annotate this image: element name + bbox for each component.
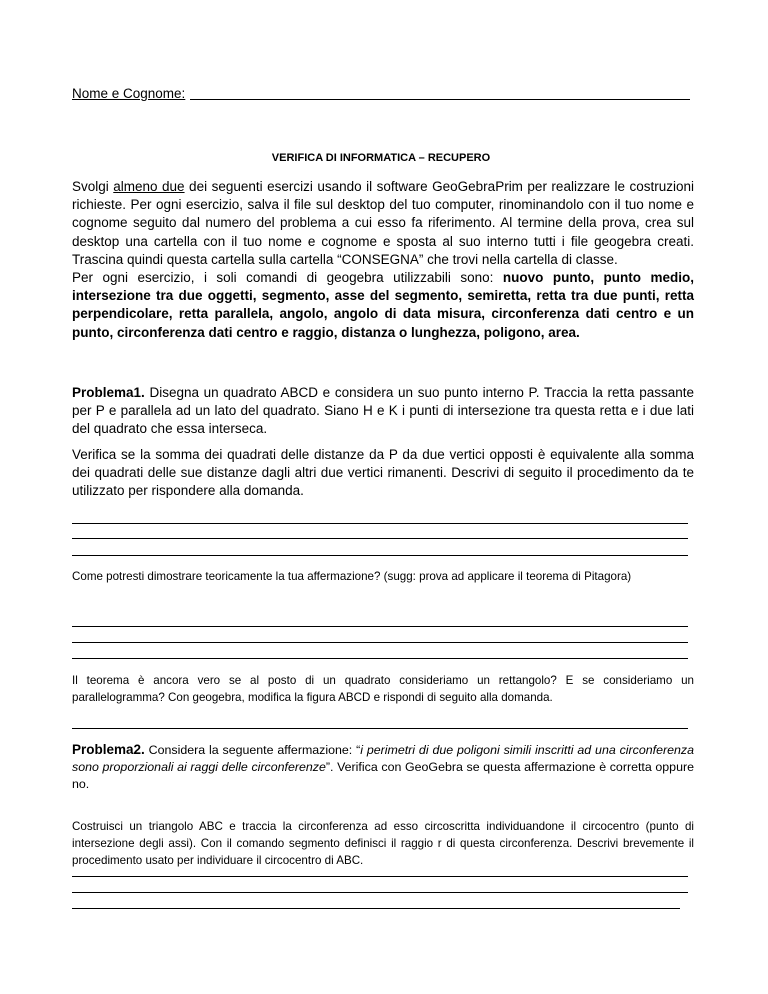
answer-line (72, 658, 688, 659)
instructions-part2: dei seguenti esercizi usando il software GeoGebraPrim per realizzare le costruzioni richieste. Per ogni esercizio, salva il file sul desktop del tuo computer, rinominandolo con il tuo nome e cognome seguito dal numero del problema a cui esso fa riferimento. Al termine della prova, crea sul desktop una cartella con il tuo nome e cognome e sposta al suo interno tutti i file geogebra creati. Trascina quindi questa cartella sulla cartella “CONSEGNA” che trovi nella cartella di classe. (72, 179, 694, 267)
answer-line (72, 626, 688, 627)
problem2-construct: Costruisci un triangolo ABC e traccia la circonferenza ad esso circoscritta individuandone il circocentro (punto di intersezione degli assi). Con il comando segmento definisci il raggio r di questa circonferenza. Descrivi brevemente il procedimento usato per individuare il circocentro di ABC. (72, 820, 694, 867)
problem2-text2: ”. Verifica con GeoGebra se questa affermazione è corretta oppure no. (72, 760, 694, 791)
answer-line (72, 642, 688, 643)
problem1-text: Disegna un quadrato ABCD e considera un suo punto interno P. Traccia la retta passante per P e parallela ad un lato del quadrato. Siano H e K i punti di intersezione tra questa retta e i due lati del quadrato che essa interseca. (72, 385, 694, 437)
problem1-question2: Come potresti dimostrare teoricamente la tua affermazione? (sugg: prova ad applicare il teorema di Pitagora) (72, 570, 632, 583)
instructions-paragraph (72, 178, 694, 342)
problem1-heading: Problema1. (72, 385, 145, 400)
answer-line (72, 876, 688, 877)
name-answer-line (190, 99, 690, 100)
instructions-emphasis: almeno due (113, 179, 185, 194)
document-title: VERIFICA DI INFORMATICA – RECUPERO (271, 152, 491, 164)
commands-list: nuovo punto, punto medio, intersezione tra due oggetti, segmento, asse del segmento, semiretta, retta tra due punti, retta perpendicolare, retta parallela, angolo, angolo di data misura, circonferenza dati centro e un punto, circonferenza dati centro e raggio, distanza o lunghezza, poligono, area. (72, 270, 694, 340)
answer-line (72, 728, 688, 729)
problem1-verify: Verifica se la somma dei quadrati delle distanze da P da due vertici opposti è equivalente alla somma dei quadrati delle sue distanze dagli altri due vertici rimanenti. Descrivi di seguito il procedimento da te utilizzato per rispondere alla domanda. (72, 447, 694, 499)
answer-line (72, 908, 680, 909)
name-field-label (72, 85, 690, 103)
name-label: Nome e Cognome: (72, 86, 186, 101)
problem2-quote: i perimetri di due poligoni simili inscritti ad una circonferenza sono proporzionali ai raggi delle circonferenze (72, 743, 694, 774)
problem2-text1: Considera la seguente affermazione: “ (144, 743, 361, 757)
answer-line (72, 555, 688, 556)
answer-line (72, 523, 688, 524)
problem1-statement (72, 384, 694, 439)
problem1-question3: Il teorema è ancora vero se al posto di un quadrato consideriamo un rettangolo? E se consideriamo un parallelogramma? Con geogebra, modifica la figura ABCD e rispondi di seguito alla domanda. (72, 674, 694, 704)
commands-lead: Per ogni esercizio, i soli comandi di geogebra utilizzabili sono: (72, 270, 503, 286)
answer-line (72, 892, 688, 893)
instructions-part1: Svolgi (72, 179, 114, 194)
answer-line (72, 538, 688, 539)
problem2-statement (72, 741, 694, 793)
problem2-heading: Problema2. (72, 742, 145, 757)
